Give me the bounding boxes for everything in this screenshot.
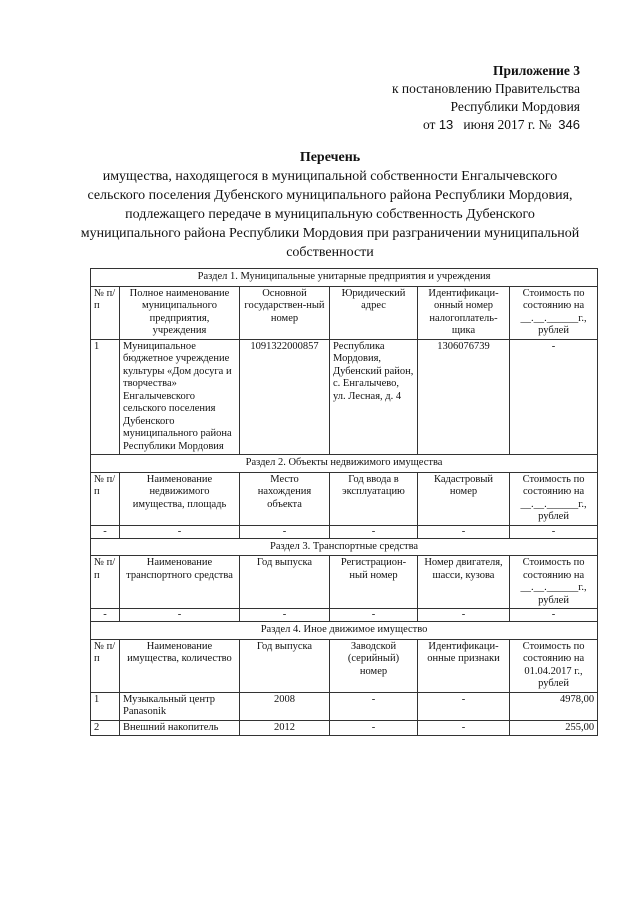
section-title: Раздел 3. Транспортные средства bbox=[91, 538, 598, 556]
table-cell: 1 bbox=[91, 692, 120, 720]
appendix-title: Приложение 3 bbox=[492, 63, 580, 78]
column-header: Идентификаци-онные признаки bbox=[418, 639, 510, 692]
section-title: Раздел 4. Иное движимое имущество bbox=[91, 622, 598, 640]
header-line-1: к постановлению Правительства bbox=[391, 81, 580, 96]
table-row bbox=[91, 609, 598, 622]
column-header: Основной государствен-ный номер bbox=[240, 286, 330, 339]
column-header-row bbox=[91, 639, 598, 692]
column-header: Кадастровый номер bbox=[418, 472, 510, 525]
table-row bbox=[91, 720, 598, 736]
table-cell: - bbox=[510, 525, 598, 538]
title-text: имущества, находящегося в муниципальной собственности Енгалычевского сельского поселения Дубенского муниципального района Республики Мордовия, подлежащего передаче в муниципальную собственность Дубенского муниципального района Республики Мордовия при разграничении муниципальной собственности bbox=[80, 169, 580, 260]
table-cell: 2008 bbox=[240, 692, 330, 720]
column-header: Место нахождения объекта bbox=[240, 472, 330, 525]
table-cell: 4978,00 bbox=[510, 692, 598, 720]
column-header: Стоимость по состоянию на __.__.______г., рублей bbox=[510, 472, 598, 525]
title-bold: Перечень bbox=[299, 150, 361, 165]
date-day: 13 bbox=[438, 117, 454, 132]
table-cell: 2012 bbox=[240, 720, 330, 736]
table-cell: - bbox=[240, 525, 330, 538]
table-cell: Музыкальный центр Panasonik bbox=[120, 692, 240, 720]
column-header: Наименование имущества, количество bbox=[120, 639, 240, 692]
header-date-line bbox=[392, 116, 580, 134]
column-header: № п/п bbox=[91, 639, 120, 692]
column-header: Год выпуска bbox=[240, 556, 330, 609]
date-prefix: от bbox=[422, 117, 436, 132]
table-cell: Муниципальное бюджетное учреждение культуры «Дом досуга и творчества» Енгалычевского сельского поселения Дубенского муниципального района Республики Мордовия bbox=[120, 339, 240, 455]
table-cell: - bbox=[330, 609, 418, 622]
column-header: Наименование транспортного средства bbox=[120, 556, 240, 609]
table-cell: - bbox=[91, 525, 120, 538]
column-header: Наименование недвижимого имущества, площадь bbox=[120, 472, 240, 525]
table-cell: Республика Мордовия, Дубенский район, с. Енгалычево, ул. Лесная, д. 4 bbox=[330, 339, 418, 455]
section-title-row bbox=[91, 269, 598, 287]
document-title bbox=[80, 148, 580, 262]
decree-number: 346 bbox=[558, 117, 580, 132]
table-cell: 1 bbox=[91, 339, 120, 455]
table-cell: - bbox=[510, 339, 598, 455]
table-cell: 255,00 bbox=[510, 720, 598, 736]
table-cell: - bbox=[91, 609, 120, 622]
column-header: Полное наименование муниципального предприятия, учреждения bbox=[120, 286, 240, 339]
table-cell: - bbox=[418, 720, 510, 736]
table-cell: - bbox=[418, 525, 510, 538]
table-row bbox=[91, 525, 598, 538]
table-cell: - bbox=[330, 692, 418, 720]
table-row bbox=[91, 692, 598, 720]
column-header: Год ввода в эксплуатацию bbox=[330, 472, 418, 525]
column-header-row bbox=[91, 286, 598, 339]
section-title: Раздел 1. Муниципальные унитарные предприятия и учреждения bbox=[91, 269, 598, 287]
column-header-row bbox=[91, 472, 598, 525]
column-header: Юридический адрес bbox=[330, 286, 418, 339]
table-cell: - bbox=[120, 525, 240, 538]
section-title: Раздел 2. Объекты недвижимого имущества bbox=[91, 455, 598, 473]
table-cell: - bbox=[330, 525, 418, 538]
column-header: № п/п bbox=[91, 286, 120, 339]
column-header: Заводской (серийный) номер bbox=[330, 639, 418, 692]
column-header: Стоимость по состоянию на 01.04.2017 г., рублей bbox=[510, 639, 598, 692]
table-cell: 1091322000857 bbox=[240, 339, 330, 455]
column-header: № п/п bbox=[91, 556, 120, 609]
column-header: Год выпуска bbox=[240, 639, 330, 692]
document-header bbox=[392, 62, 580, 134]
header-line-2: Республики Мордовия bbox=[450, 99, 580, 114]
column-header: Идентификаци-онный номер налогоплатель-щика bbox=[418, 286, 510, 339]
table-cell: - bbox=[418, 692, 510, 720]
column-header: Регистрацион-ный номер bbox=[330, 556, 418, 609]
column-header-row bbox=[91, 556, 598, 609]
section-title-row bbox=[91, 622, 598, 640]
table-cell: - bbox=[510, 609, 598, 622]
section-title-row bbox=[91, 455, 598, 473]
table-cell: Внешний накопитель bbox=[120, 720, 240, 736]
table-cell: - bbox=[418, 609, 510, 622]
table-cell: - bbox=[240, 609, 330, 622]
column-header: № п/п bbox=[91, 472, 120, 525]
table-cell: 1306076739 bbox=[418, 339, 510, 455]
table-cell: - bbox=[120, 609, 240, 622]
column-header: Стоимость по состоянию на __.__.______г., рублей bbox=[510, 286, 598, 339]
date-month-year: июня 2017 г. № bbox=[463, 117, 552, 132]
column-header: Стоимость по состоянию на __.__.______г., рублей bbox=[510, 556, 598, 609]
column-header: Номер двигателя, шасси, кузова bbox=[418, 556, 510, 609]
property-table bbox=[90, 268, 598, 736]
table-cell: 2 bbox=[91, 720, 120, 736]
table-row bbox=[91, 339, 598, 455]
table-cell: - bbox=[330, 720, 418, 736]
section-title-row bbox=[91, 538, 598, 556]
